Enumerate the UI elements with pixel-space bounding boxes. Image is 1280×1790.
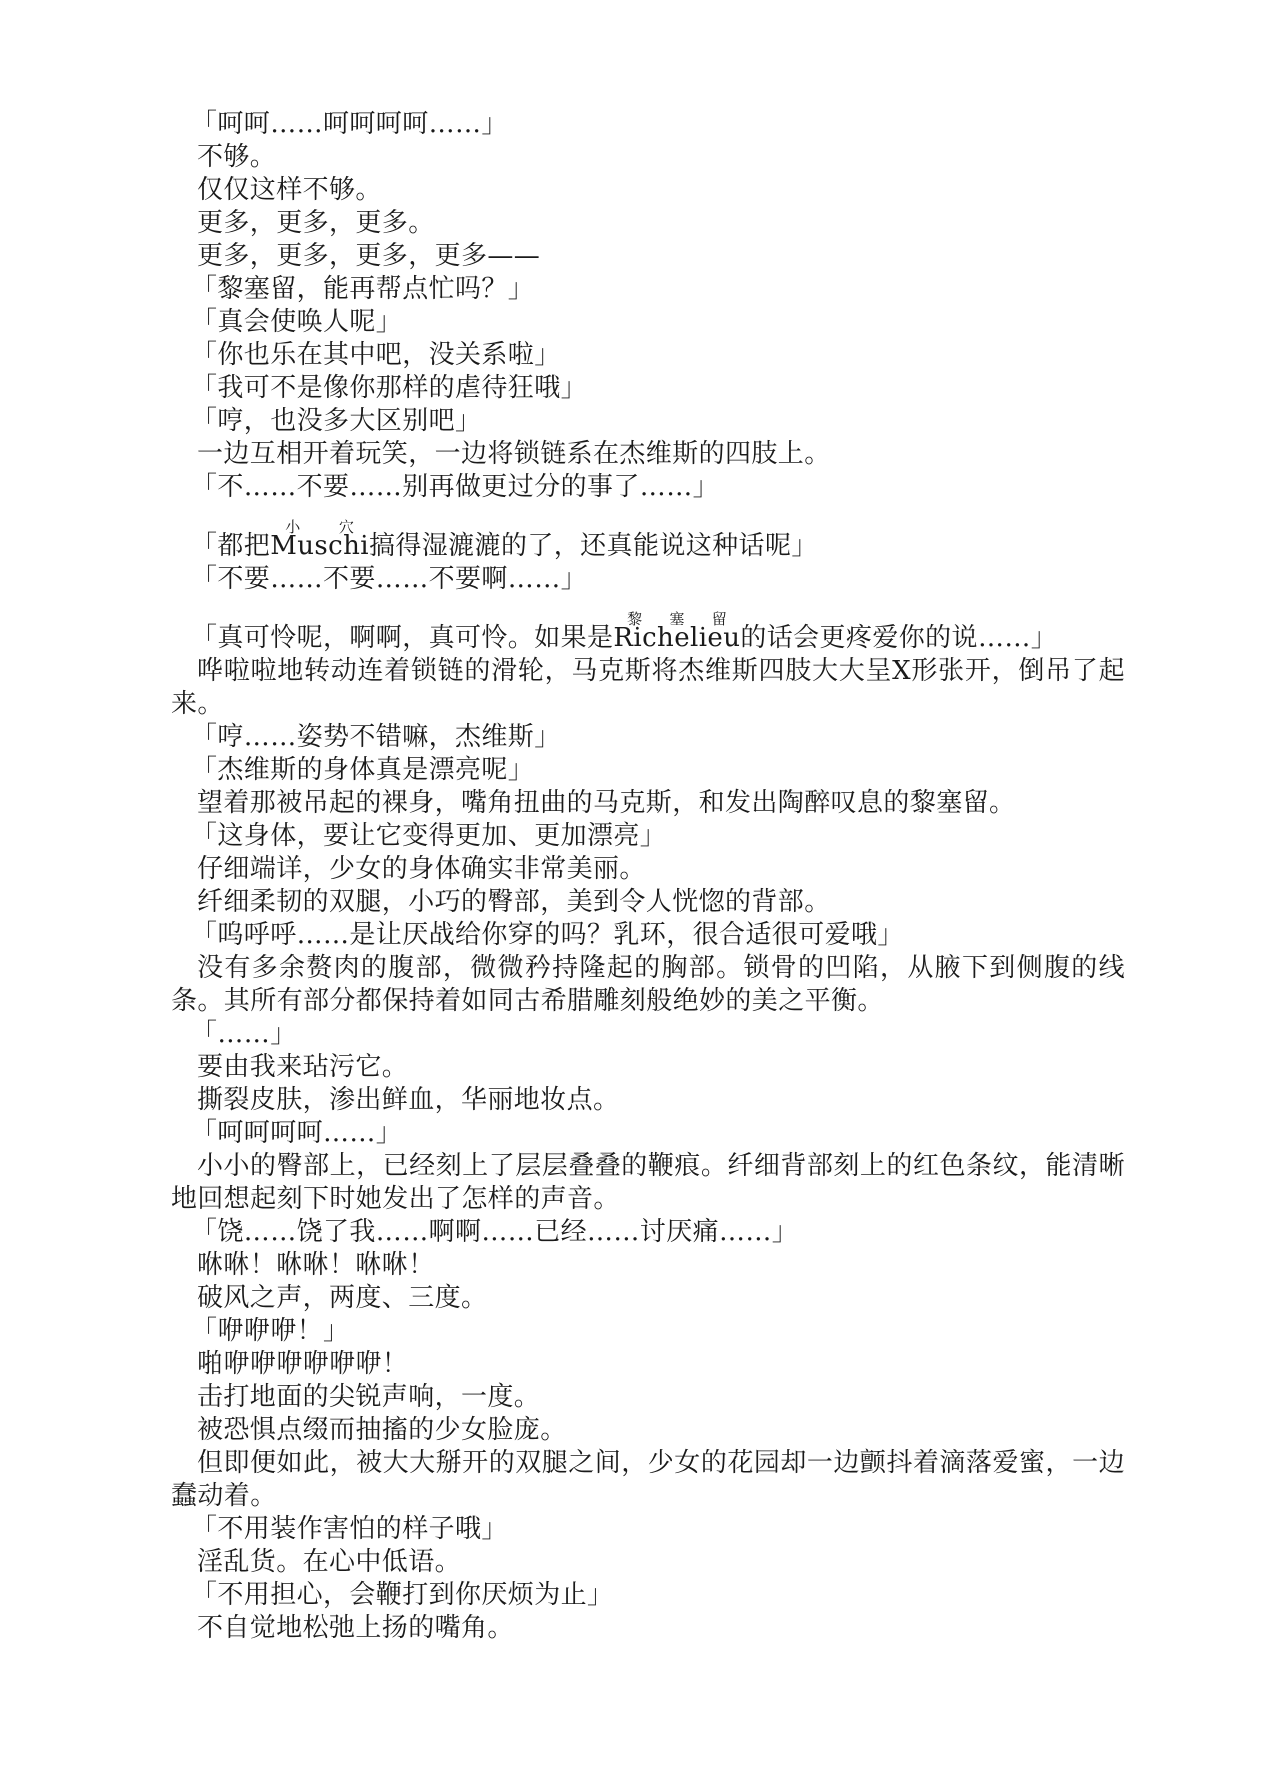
narration-paragraph bbox=[171, 787, 1125, 820]
text-run: 小小的臀部上，已经刻上了层层叠叠的鞭痕。纤细背部刻上的红色条纹，能清晰地回想起刻下时她发出了怎样的声音。 bbox=[171, 1151, 1125, 1214]
text-run: 被恐惧点缀而抽搐的少女脸庞。 bbox=[197, 1415, 567, 1445]
dialogue-line bbox=[171, 1579, 1125, 1612]
narration-paragraph bbox=[171, 1546, 1125, 1579]
dialogue-line bbox=[171, 1216, 1125, 1249]
narration-paragraph bbox=[171, 1447, 1125, 1513]
dialogue-line bbox=[171, 306, 1125, 339]
dialogue-line bbox=[171, 754, 1125, 787]
text-run: 「黎塞留，能再帮点忙吗？」 bbox=[191, 274, 535, 304]
text-run: 「不用担心，会鞭打到你厌烦为止」 bbox=[191, 1580, 614, 1610]
narration-paragraph bbox=[171, 952, 1125, 1018]
dialogue-line bbox=[171, 919, 1125, 952]
narration-paragraph bbox=[171, 886, 1125, 919]
ruby-base: Richelieu bbox=[613, 623, 741, 653]
narration-paragraph bbox=[171, 1051, 1125, 1084]
text-run: 「不……不要……别再做更过分的事了……」 bbox=[191, 472, 720, 502]
text-run: 「杰维斯的身体真是漂亮呢」 bbox=[191, 755, 535, 785]
dialogue-line bbox=[171, 1117, 1125, 1150]
narration-paragraph bbox=[171, 438, 1125, 471]
narration-paragraph bbox=[171, 853, 1125, 886]
dialogue-line bbox=[171, 1018, 1125, 1051]
text-run: 纤细柔韧的双腿，小巧的臀部，美到令人恍惚的背部。 bbox=[197, 887, 831, 917]
text-run: 「饶……饶了我……啊啊……已经……讨厌痛……」 bbox=[191, 1217, 799, 1247]
text-run: 仅仅这样不够。 bbox=[197, 175, 382, 205]
text-run: 咻咻！咻咻！咻咻！ bbox=[197, 1250, 435, 1280]
text-run: 一边互相开着玩笑，一边将锁链系在杰维斯的四肢上。 bbox=[197, 439, 831, 469]
text-run: 「呜呼呼……是让厌战给你穿的吗？乳环，很合适很可爱哦」 bbox=[191, 920, 904, 950]
text-run: 淫乱货。在心中低语。 bbox=[197, 1547, 462, 1577]
narration-paragraph bbox=[171, 1414, 1125, 1447]
text-run: 但即便如此，被大大掰开的双腿之间，少女的花园却一边颤抖着滴落爱蜜，一边蠢动着。 bbox=[171, 1448, 1125, 1511]
narration-paragraph bbox=[171, 240, 1125, 273]
dialogue-line bbox=[171, 721, 1125, 754]
text-run: 「咿咿咿！」 bbox=[191, 1316, 350, 1346]
dialogue-line bbox=[171, 1315, 1125, 1348]
text-run: 的话会更疼爱你的说……」 bbox=[740, 623, 1058, 653]
narration-paragraph bbox=[171, 1348, 1125, 1381]
text-run: 「不要……不要……不要啊……」 bbox=[191, 564, 588, 594]
text-run: 「真可怜呢，啊啊，真可怜。如果是 bbox=[191, 623, 614, 653]
text-run: 「哼，也没多大区别吧」 bbox=[191, 406, 482, 436]
dialogue-line bbox=[171, 339, 1125, 372]
ruby-base: Muschi bbox=[270, 531, 369, 561]
text-run: 更多，更多，更多。 bbox=[197, 208, 435, 238]
ruby-annotation bbox=[270, 518, 369, 561]
dialogue-line bbox=[171, 372, 1125, 405]
text-run: 仔细端详，少女的身体确实非常美丽。 bbox=[197, 854, 646, 884]
text-run: 「我可不是像你那样的虐待狂哦」 bbox=[191, 373, 588, 403]
dialogue-line bbox=[171, 820, 1125, 853]
document-page bbox=[171, 108, 1125, 1645]
narration-paragraph bbox=[171, 655, 1125, 721]
dialogue-line bbox=[171, 563, 1125, 596]
dialogue-line bbox=[171, 471, 1125, 504]
text-run: 更多，更多，更多，更多—— bbox=[197, 241, 541, 271]
dialogue-line bbox=[171, 405, 1125, 438]
text-run: 破风之声，两度、三度。 bbox=[197, 1283, 488, 1313]
dialogue-line bbox=[171, 1513, 1125, 1546]
text-run: 不够。 bbox=[197, 142, 277, 172]
narration-paragraph bbox=[171, 1612, 1125, 1645]
text-run: 「呵呵呵呵……」 bbox=[191, 1118, 403, 1148]
text-run: 哗啦啦地转动连着锁链的滑轮，马克斯将杰维斯四肢大大呈X形张开，倒吊了起来。 bbox=[171, 656, 1125, 719]
text-run: 搞得湿漉漉的了，还真能说这种话呢」 bbox=[368, 531, 818, 561]
text-run: 撕裂皮肤，渗出鲜血，华丽地妆点。 bbox=[197, 1085, 620, 1115]
dialogue-line bbox=[171, 108, 1125, 141]
narration-paragraph bbox=[171, 174, 1125, 207]
text-run: 「都把 bbox=[191, 531, 271, 561]
narration-paragraph bbox=[171, 1282, 1125, 1315]
text-run: 啪咿咿咿咿咿咿！ bbox=[197, 1349, 409, 1379]
text-run: 要由我来玷污它。 bbox=[197, 1052, 409, 1082]
ruby-text: 小穴 bbox=[270, 518, 369, 536]
ruby-text: 黎塞留 bbox=[613, 610, 741, 628]
text-run: 「真会使唤人呢」 bbox=[191, 307, 403, 337]
text-run: 「……」 bbox=[191, 1019, 297, 1049]
text-run: 「不用装作害怕的样子哦」 bbox=[191, 1514, 508, 1544]
text-run: 「这身体，要让它变得更加、更加漂亮」 bbox=[191, 821, 667, 851]
narration-paragraph bbox=[171, 1084, 1125, 1117]
narration-paragraph bbox=[171, 207, 1125, 240]
text-run: 望着那被吊起的裸身，嘴角扭曲的马克斯，和发出陶醉叹息的黎塞留。 bbox=[197, 788, 1016, 818]
narration-paragraph bbox=[171, 1381, 1125, 1414]
text-run: 「你也乐在其中吧，没关系啦」 bbox=[191, 340, 561, 370]
text-run: 击打地面的尖锐声响，一度。 bbox=[197, 1382, 541, 1412]
dialogue-line bbox=[171, 518, 1125, 563]
narration-paragraph bbox=[171, 141, 1125, 174]
dialogue-line bbox=[171, 273, 1125, 306]
text-run: 没有多余赘肉的腹部，微微矜持隆起的胸部。锁骨的凹陷，从腋下到侧腹的线条。其所有部分都保持着如同古希腊雕刻般绝妙的美之平衡。 bbox=[171, 953, 1125, 1016]
narration-paragraph bbox=[171, 1150, 1125, 1216]
text-run: 「哼……姿势不错嘛，杰维斯」 bbox=[191, 722, 561, 752]
dialogue-line bbox=[171, 610, 1125, 655]
text-run: 不自觉地松弛上扬的嘴角。 bbox=[197, 1613, 514, 1643]
text-run: 「呵呵……呵呵呵呵……」 bbox=[191, 109, 508, 139]
ruby-annotation bbox=[613, 610, 741, 653]
narration-paragraph bbox=[171, 1249, 1125, 1282]
